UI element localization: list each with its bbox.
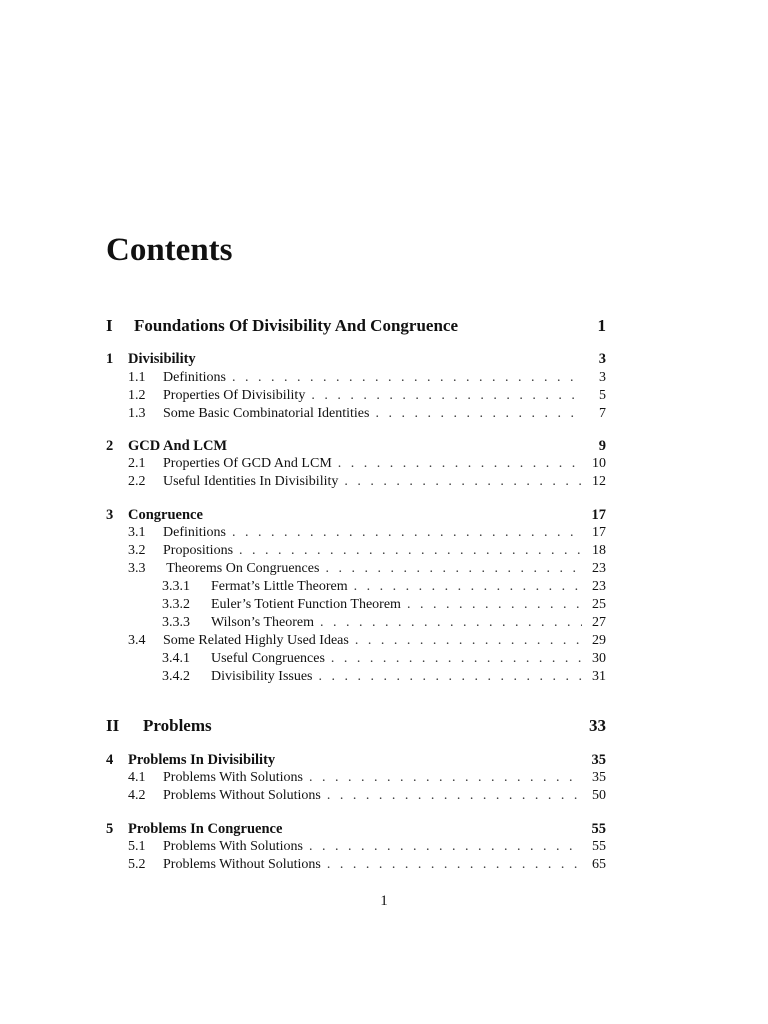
dot-leader	[331, 650, 582, 668]
part-title: Problems	[143, 716, 212, 735]
section-title: Definitions	[163, 370, 226, 385]
toc-part[interactable]	[106, 317, 606, 335]
section-number: 1.2	[128, 388, 146, 403]
toc-chapter[interactable]	[106, 350, 606, 368]
toc-section[interactable]	[128, 473, 606, 491]
section-page: 10	[592, 456, 606, 471]
chapter-number: 4	[106, 752, 114, 768]
page-title: Contents	[106, 232, 233, 268]
section-title: Properties Of Divisibility	[163, 388, 306, 403]
toc-section[interactable]	[128, 838, 606, 856]
toc-section[interactable]	[128, 387, 606, 405]
section-page: 55	[592, 839, 606, 854]
subsection-title: Euler’s Totient Function Theorem	[211, 597, 401, 612]
section-number: 3.1	[128, 525, 146, 540]
chapter-number: 5	[106, 821, 114, 837]
toc-chapter[interactable]	[106, 751, 606, 769]
part-number: II	[106, 716, 120, 735]
toc-section[interactable]	[128, 524, 606, 542]
toc-subsection[interactable]	[162, 668, 606, 686]
chapter-page: 55	[591, 821, 606, 837]
section-title: Some Related Highly Used Ideas	[163, 633, 349, 648]
chapter-title: GCD And LCM	[128, 438, 228, 454]
toc-section[interactable]	[128, 455, 606, 473]
section-page: 5	[599, 388, 606, 403]
section-title: Propositions	[163, 543, 234, 558]
section-number: 3.2	[128, 543, 146, 558]
subsection-number: 3.3.3	[162, 615, 190, 630]
toc-section[interactable]	[128, 560, 606, 578]
section-page: 35	[592, 770, 606, 785]
subsection-page: 23	[592, 579, 606, 594]
section-title: Properties Of GCD And LCM	[163, 456, 332, 471]
dot-leader	[338, 455, 582, 473]
toc-section[interactable]	[128, 542, 606, 560]
toc-section[interactable]	[128, 769, 606, 787]
subsection-number: 3.3.1	[162, 579, 190, 594]
chapter-page: 17	[591, 507, 606, 523]
section-number: 5.2	[128, 857, 146, 872]
subsection-number: 3.3.2	[162, 597, 190, 612]
section-number: 1.3	[128, 406, 146, 421]
chapter-page: 9	[598, 438, 606, 454]
section-title: Some Basic Combinatorial Identities	[163, 406, 370, 421]
chapter-number: 3	[106, 507, 114, 523]
chapter-number: 1	[106, 351, 114, 367]
section-page: 29	[592, 633, 606, 648]
chapter-page: 3	[598, 351, 606, 367]
section-page: 12	[592, 474, 606, 489]
chapter-title: Congruence	[128, 507, 203, 523]
dot-leader	[309, 769, 582, 787]
section-title: Useful Identities In Divisibility	[163, 474, 339, 489]
section-page: 3	[599, 370, 606, 385]
dot-leader	[344, 473, 582, 491]
section-number: 3.3	[128, 561, 146, 576]
section-number: 3.4	[128, 633, 146, 648]
section-title: Theorems On Congruences	[163, 561, 320, 576]
subsection-page: 25	[592, 597, 606, 612]
toc-section[interactable]	[128, 632, 606, 650]
section-title: Definitions	[163, 525, 226, 540]
section-title: Problems Without Solutions	[163, 788, 321, 803]
chapter-page: 35	[591, 752, 606, 768]
section-number: 4.2	[128, 788, 146, 803]
dot-leader	[354, 578, 582, 596]
subsection-title: Fermat’s Little Theorem	[211, 579, 348, 594]
section-number: 4.1	[128, 770, 146, 785]
section-page: 18	[592, 543, 606, 558]
section-page: 65	[592, 857, 606, 872]
section-title: Problems Without Solutions	[163, 857, 321, 872]
section-number: 5.1	[128, 839, 146, 854]
toc-subsection[interactable]	[162, 578, 606, 596]
section-page: 23	[592, 561, 606, 576]
dot-leader	[327, 787, 582, 805]
subsection-page: 27	[592, 615, 606, 630]
dot-leader	[325, 560, 582, 578]
toc-section[interactable]	[128, 405, 606, 423]
dot-leader	[311, 387, 582, 405]
toc-section[interactable]	[128, 369, 606, 387]
dot-leader	[327, 856, 582, 874]
section-number: 2.2	[128, 474, 146, 489]
section-number: 1.1	[128, 370, 146, 385]
toc-subsection[interactable]	[162, 614, 606, 632]
section-title: Problems With Solutions	[163, 770, 303, 785]
subsection-title: Divisibility Issues	[211, 669, 313, 684]
section-title: Problems With Solutions	[163, 839, 303, 854]
subsection-title: Wilson’s Theorem	[211, 615, 314, 630]
part-title: Foundations Of Divisibility And Congruence	[134, 316, 459, 335]
part-page: 33	[589, 716, 606, 735]
dot-leader	[309, 838, 582, 856]
dot-leader	[320, 614, 582, 632]
chapter-title: Divisibility	[128, 351, 196, 367]
toc-chapter[interactable]	[106, 506, 606, 524]
dot-leader	[407, 596, 582, 614]
toc-chapter[interactable]	[106, 437, 606, 455]
chapter-number: 2	[106, 438, 114, 454]
dot-leader	[239, 542, 582, 560]
subsection-page: 30	[592, 651, 606, 666]
section-page: 7	[599, 406, 606, 421]
toc-section[interactable]	[128, 787, 606, 805]
toc-chapter[interactable]	[106, 820, 606, 838]
section-page: 50	[592, 788, 606, 803]
chapter-title: Problems In Congruence	[128, 821, 283, 837]
dot-leader	[375, 405, 582, 423]
subsection-number: 3.4.2	[162, 669, 190, 684]
subsection-title: Useful Congruences	[211, 651, 325, 666]
toc-subsection[interactable]	[162, 650, 606, 668]
part-number: I	[106, 316, 113, 335]
dot-leader	[232, 369, 582, 387]
part-page: 1	[597, 316, 606, 335]
toc-subsection[interactable]	[162, 596, 606, 614]
dot-leader	[232, 524, 582, 542]
toc-part[interactable]	[106, 717, 606, 735]
dot-leader	[319, 668, 582, 686]
toc-section[interactable]	[128, 856, 606, 874]
chapter-title: Problems In Divisibility	[128, 752, 276, 768]
section-number: 2.1	[128, 456, 146, 471]
page-number: 1	[380, 893, 388, 909]
section-page: 17	[592, 525, 606, 540]
subsection-number: 3.4.1	[162, 651, 190, 666]
dot-leader	[355, 632, 582, 650]
subsection-page: 31	[592, 669, 606, 684]
